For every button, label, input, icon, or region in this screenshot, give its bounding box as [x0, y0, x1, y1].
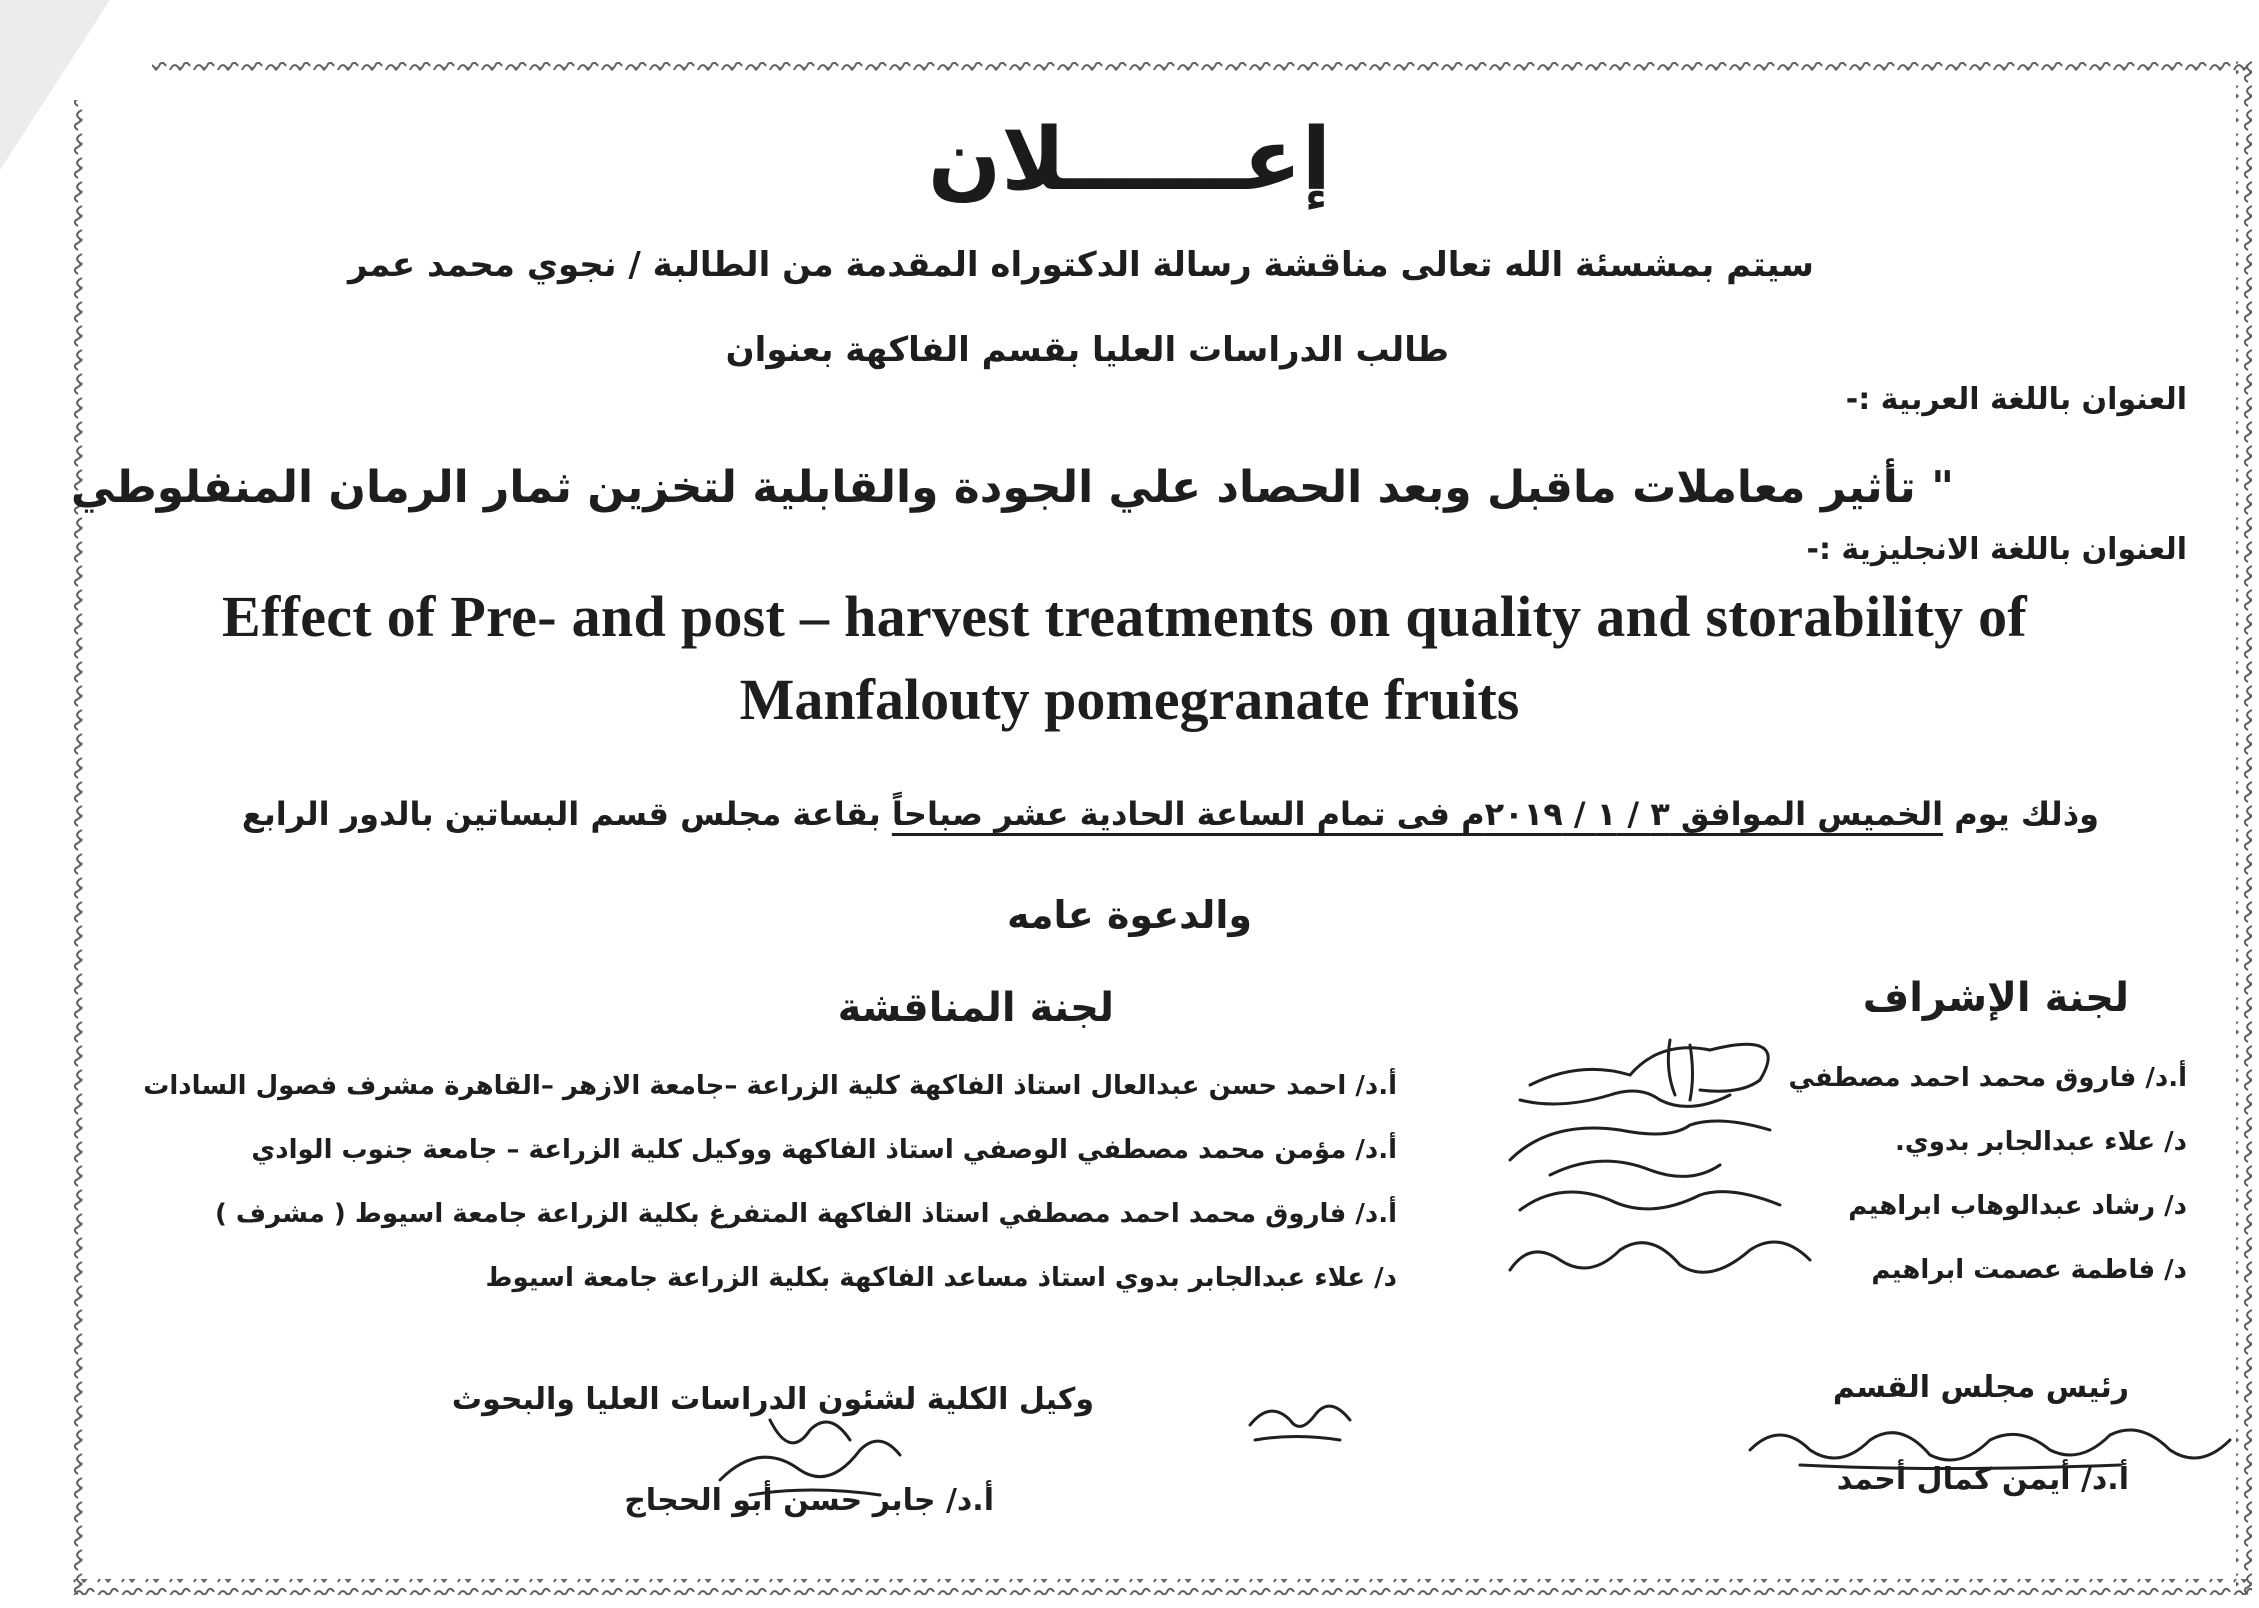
discussion-committee-heading: لجنة المناقشة: [837, 985, 1114, 1031]
discussion-committee-list: [143, 1068, 1397, 1324]
defense-schedule: [242, 795, 2099, 833]
supervision-member: د/ رشاد عبدالوهاب ابراهيم: [1848, 1191, 2187, 1221]
supervision-committee-list: [1789, 1060, 2187, 1316]
discussion-member: أ.د/ فاروق محمد احمد مصطفي استاذ الفاكهة المتفرغ بكلية الزراعة جامعة اسيوط ( مشرف ): [215, 1199, 1397, 1229]
discussion-member: أ.د/ مؤمن محمد مصطفي الوصفي استاذ الفاكهة ووكيل كلية الزراعة – جامعة جنوب الوادي: [251, 1135, 1397, 1165]
schedule-venue: بقاعة مجلس قسم البساتين بالدور الرابع: [241, 795, 881, 833]
schedule-date-time: الخميس الموافق ٣ / ١ / ٢٠١٩م فى تمام الساعة الحادية عشر صباحاً: [891, 795, 1944, 833]
english-title-label: العنوان باللغة الانجليزية :-: [1806, 532, 2187, 567]
supervision-committee-heading: لجنة الإشراف: [1862, 975, 2129, 1021]
english-thesis-title-line-2: Manfalouty pomegranate fruits: [739, 667, 1520, 732]
supervision-member: أ.د/ فاروق محمد احمد مصطفي: [1788, 1063, 2187, 1093]
intro-line-1: سيتم بمشسئة الله تعالى مناقشة رسالة الدكتوراه المقدمة من الطالبة / نجوي محمد عمر: [347, 245, 1814, 285]
vice-dean-title: وكيل الكلية لشئون الدراسات العليا والبحوث: [451, 1382, 1094, 1417]
department-head-title: رئيس مجلس القسم: [1832, 1370, 2129, 1405]
intro-line-2: طالب الدراسات العليا بقسم الفاكهة بعنوان: [725, 330, 1449, 370]
vice-dean-name: أ.د/ جابر حسن أبو الحجاج: [624, 1483, 994, 1518]
public-invitation: والدعوة عامه: [1006, 893, 1253, 937]
arabic-thesis-title: " تأثير معاملات ماقبل وبعد الحصاد علي الجودة والقابلية لتخزين ثمار الرمان المنفلوطي: [70, 462, 1954, 513]
supervision-member: د/ فاطمة عصمت ابراهيم: [1871, 1255, 2187, 1285]
announcement-title: إعــــــلان: [927, 110, 1332, 210]
supervisors-signatures: [1490, 1000, 1820, 1320]
discussion-member: أ.د/ احمد حسن عبدالعال استاذ الفاكهة كلية الزراعة –جامعة الازهر –القاهرة مشرف فصول السادات: [143, 1071, 1397, 1101]
arabic-title-label: العنوان باللغة العربية :-: [1845, 382, 2187, 417]
english-thesis-title-line-1: Effect of Pre- and post – harvest treatments on quality and storability of: [222, 584, 2028, 649]
handwritten-note: [1240, 1385, 1360, 1455]
discussion-member: د/ علاء عبدالجابر بدوي استاذ مساعد الفاكهة بكلية الزراعة جامعة اسيوط: [485, 1263, 1397, 1293]
department-head-name: أ.د/ أيمن كمال أحمد: [1836, 1462, 2129, 1497]
supervision-member: د/ علاء عبدالجابر بدوي.: [1895, 1127, 2187, 1157]
schedule-prefix: وذلك يوم: [1954, 795, 2099, 833]
